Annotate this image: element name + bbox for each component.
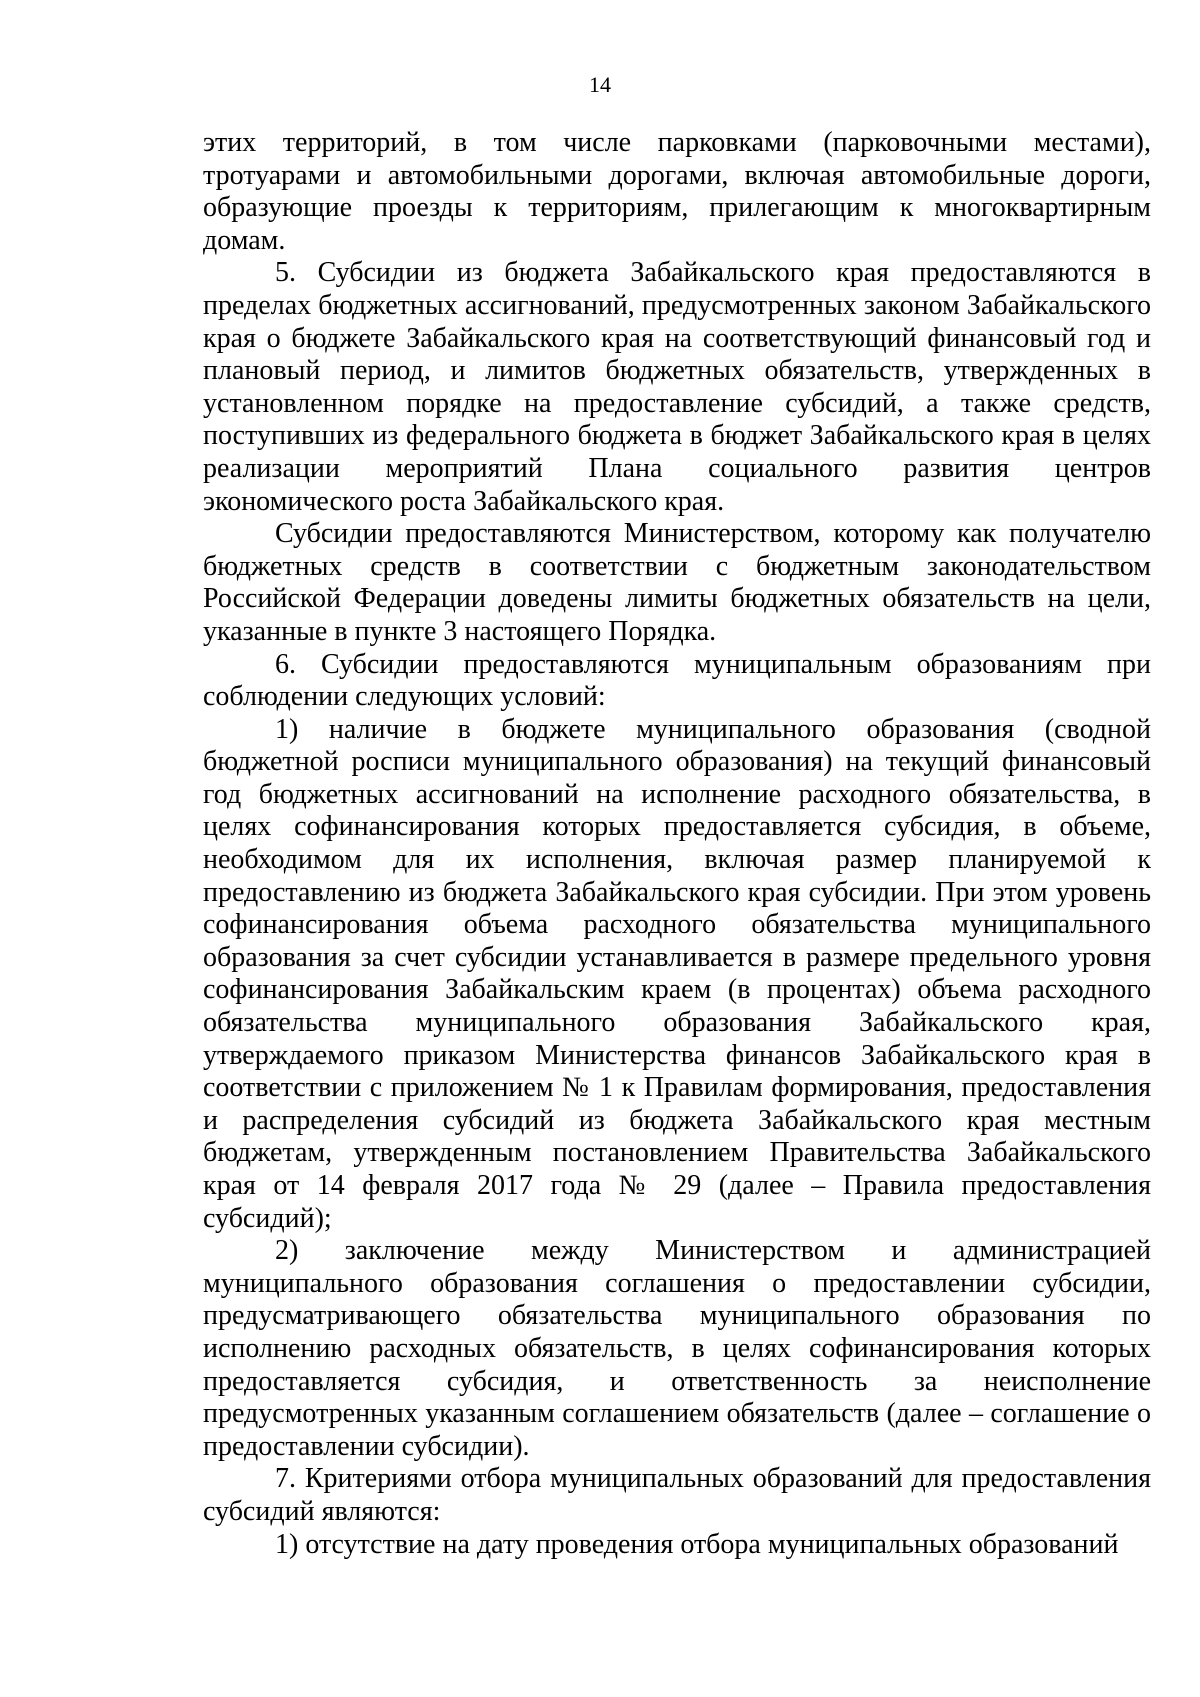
paragraph-condition-1: 1) наличие в бюджете муниципального образования (сводной бюджетной росписи муниципального образования) на текущий финансовый год бюджетных ассигнований на исполнение расходного обязательства, в целях софинансирования которых предоставляется субсидия, в объеме, необходимом для их исполнения, включая размер планируемой к предоставлению из бюджета Забайкальского края субсидии. При этом уровень софинансирования объема расходного обязательства муниципального образования за счет субсидии устанавливается в размере предельного уровня софинансирования Забайкальским краем (в процентах) объема расходного обязательства муниципального образования Забайкальского края, утверждаемого приказом Министерства финансов Забайкальского края в соответствии с приложением № 1 к Правилам формирования, предоставления и распределения субсидий из бюджета Забайкальского края местным бюджетам, утвержденным постановлением Правительства Забайкальского края от 14 февраля 2017 года № 29 (далее – Правила предоставления субсидий); — [203, 713, 1151, 1234]
document-body — [203, 127, 1151, 1561]
paragraph-clause-5-subsidies: Субсидии предоставляются Министерством, которому как получателю бюджетных средств в соответствии с бюджетным законодательством Российской Федерации доведены лимиты бюджетных обязательств на цели, указанные в пункте 3 настоящего Порядка. — [203, 518, 1151, 647]
paragraph-clause-5: 5. Субсидии из бюджета Забайкальского края предоставляются в пределах бюджетных ассигнований, предусмотренных законом Забайкальского края о бюджете Забайкальского края на соответствующий финансовый год и плановый период, и лимитов бюджетных обязательств, утвержденных в установленном порядке на предоставление субсидий, а также средств, поступивших из федерального бюджета в бюджет Забайкальского края в целях реализации мероприятий Плана социального развития центров экономического роста Забайкальского края. — [203, 257, 1151, 517]
paragraph-clause-6: 6. Субсидии предоставляются муниципальным образованиям при соблюдении следующих условий: — [203, 648, 1151, 713]
paragraph-condition-2: 2) заключение между Министерством и администрацией муниципального образования соглашения о предоставлении субсидии, предусматривающего обязательства муниципального образования по исполнению расходных обязательств, в целях софинансирования которых предоставляется субсидия, и ответственность за неисполнение предусмотренных указанным соглашением обязательств (далее – соглашение о предоставлении субсидии). — [203, 1235, 1151, 1462]
page-number: 14 — [589, 72, 611, 97]
paragraph-clause-7: 7. Критериями отбора муниципальных образований для предоставления субсидий являются: — [203, 1463, 1151, 1527]
paragraph-continuation: этих территорий, в том числе парковками (парковочными местами), тротуарами и автомобильными дорогами, включая автомобильные дороги, образующие проезды к территориям, прилегающим к многоквартирным домам. — [203, 127, 1151, 256]
paragraph-criterion-1: 1) отсутствие на дату проведения отбора муниципальных образований — [275, 1528, 1119, 1560]
